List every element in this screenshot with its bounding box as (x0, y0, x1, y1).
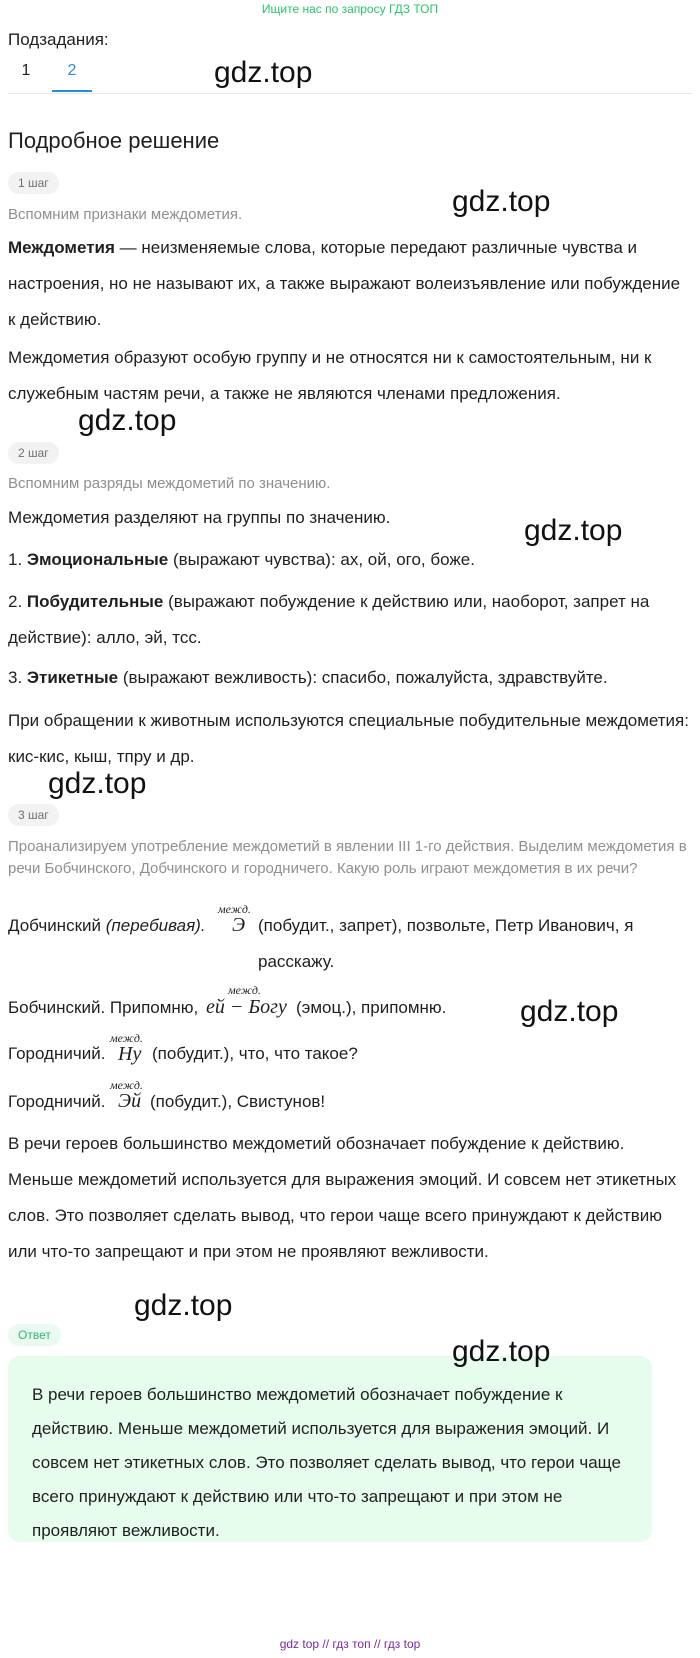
stage-direction: (перебивая). (105, 916, 206, 935)
group-emotional (8, 542, 692, 578)
interjection-tag: межд. (110, 1078, 143, 1092)
watermark: gdz.top (452, 1335, 551, 1368)
group-text: (выражают чувства): ах, ой, ого, боже. (168, 550, 475, 569)
step-2-note: При обращении к животным используются специальные побудительные междометия: кис-кис, кыш, тпру и др. (8, 711, 689, 766)
quote-line-4-rest: (побудит.), Свистунов! (150, 1092, 326, 1111)
step-badge-1: 1 шаг (8, 172, 59, 194)
active-tab-indicator (52, 90, 92, 92)
footer-links[interactable]: gdz top // гдз топ // гдз top (279, 1637, 421, 1651)
subtask-tab-1[interactable]: 1 (21, 62, 31, 79)
step-3-conclusion: В речи героев большинство междометий обозначает побуждение к действию. Меньше междометий используется для выражения эмоций. И совсем нет этикетных слов. Это позволяет сделать вывод, что герои чаще всего принуждают к действию или что-то запрещают и при этом не проявляют вежливости. (8, 1134, 677, 1261)
quote-line-1-rest: (побудит., запрет), позвольте, Петр Иванович, я расскажу. (258, 916, 634, 971)
group-name: Этикетные (26, 668, 119, 687)
interjection-tag: межд. (110, 1031, 143, 1045)
step-badge-2: 2 шаг (8, 442, 59, 464)
watermark: gdz.top (452, 185, 551, 218)
group-text: (выражают вежливость): спасибо, пожалуйста, здравствуйте. (118, 668, 608, 687)
quote-line-3: Городничий. (8, 1044, 106, 1063)
quote-line-3-rest: (побудит.), что, что такое? (152, 1044, 358, 1063)
divider (8, 93, 692, 94)
answer-text: В речи героев большинство междометий обозначает побуждение к действию. Меньше междометий используется для выражения эмоций. И совсем нет этикетных слов. Это позволяет сделать вывод, что герои чаще всего принуждают к действию или что-то запрещают и при этом не проявляют вежливости. (32, 1385, 621, 1540)
step-3-hint: Проанализируем употребление междометий в явлении III 1-го действия. Выделим междометия в речи Бобчинского, Добчинского и городничего. Какую роль играют междометия в их речи? (8, 838, 687, 877)
subtask-tab-2[interactable]: 2 (67, 62, 77, 79)
interjection-word: Ну (118, 1043, 142, 1065)
step-1-paragraph: Междометия образуют особую группу и не относятся ни к самостоятельным, ни к служебным частям речи, а также не являются членами предложения. (8, 348, 652, 403)
definition-text: — неизменяемые слова, которые передают различные чувства и настроения, но не называют их, а также выражают волеизъявление или побуждение к действию. (8, 238, 681, 329)
speaker: Добчинский (8, 916, 106, 935)
watermark: gdz.top (214, 56, 313, 89)
list-number: 1. (8, 550, 27, 569)
group-text: (выражают побуждение к действию или, наоборот, запрет на действие): алло, эй, тсс. (8, 592, 650, 647)
step-2-intro: Междометия разделяют на группы по значению. (8, 508, 391, 527)
top-banner[interactable]: Ищите нас по запросу ГДЗ ТОП (261, 2, 439, 16)
list-number: 3. (8, 668, 27, 687)
watermark: gdz.top (48, 767, 147, 800)
answer-badge: Ответ (8, 1324, 61, 1346)
step-1-hint: Вспомним признаки междометия. (8, 206, 243, 223)
interjection-tag: межд. (218, 902, 251, 916)
section-title: Подробное решение (8, 128, 220, 153)
watermark: gdz.top (134, 1289, 233, 1322)
term-bold: Междометия (8, 238, 115, 257)
step-1-definition (8, 230, 692, 338)
quote-line-4: Городничий. (8, 1092, 106, 1111)
subtasks-label: Подзадания: (8, 30, 109, 49)
list-number: 2. (8, 592, 27, 611)
group-incentive (8, 584, 692, 656)
interjection-word: Э (232, 914, 246, 936)
group-name: Побудительные (26, 592, 164, 611)
step-2-hint: Вспомним разряды междометий по значению. (8, 475, 331, 492)
interjection-word: ей − Богу (206, 996, 287, 1018)
quote-line-2-rest: (эмоц.), припомню. (296, 998, 447, 1017)
interjection-tag: межд. (228, 983, 261, 997)
interjection-word: Эй (118, 1090, 142, 1112)
watermark: gdz.top (520, 995, 619, 1028)
watermark: gdz.top (524, 514, 623, 547)
quote-line-2: Бобчинский. Припомню, (8, 998, 199, 1017)
group-name: Эмоциональные (26, 550, 169, 569)
step-badge-3: 3 шаг (8, 804, 59, 826)
group-etiquette (8, 660, 692, 696)
watermark: gdz.top (78, 404, 177, 437)
